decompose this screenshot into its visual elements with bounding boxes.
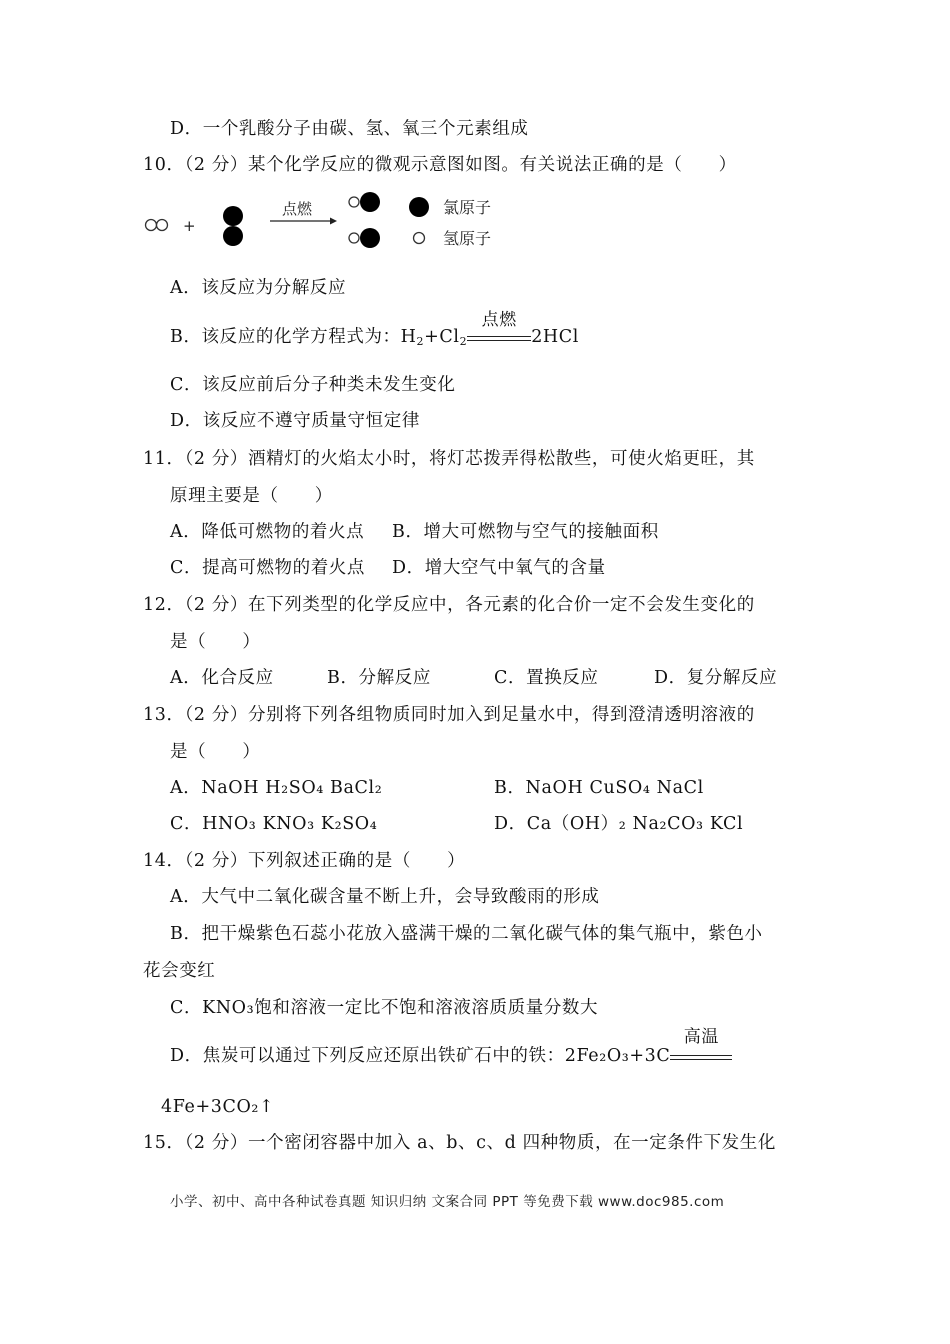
q11-option-d: D．增大空气中氧气的含量 xyxy=(392,558,606,578)
q10-option-a: A．该反应为分解反应 xyxy=(170,278,347,298)
q15-stem: 15．（2 分）一个密闭容器中加入 a、b、c、d 四种物质，在一定条件下发生化 xyxy=(143,1133,776,1153)
q14-option-c: C．KNO₃饱和溶液一定比不饱和溶液溶质质量分数大 xyxy=(170,998,599,1018)
reaction-diagram xyxy=(140,182,520,254)
hcl-molecule-icon xyxy=(349,192,380,212)
q11-option-b: B．增大可燃物与空气的接触面积 xyxy=(392,522,659,542)
equation-condition: 点燃 xyxy=(481,309,517,330)
q12-option-d: D．复分解反应 xyxy=(654,668,778,688)
q14-stem: 14．（2 分）下列叙述正确的是（ ） xyxy=(143,851,466,871)
q14-option-a: A．大气中二氧化碳含量不断上升，会导致酸雨的形成 xyxy=(170,887,600,907)
q10-option-b: B．该反应的化学方程式为：$H_2+Cl_2$ 点燃 2HCl xyxy=(170,309,579,348)
q13-option-d: D．Ca（OH）₂ Na₂CO₃ KCl xyxy=(494,814,744,834)
q10-option-d: D．该反应不遵守质量守恒定律 xyxy=(170,411,420,431)
reaction-condition-label: 点燃 xyxy=(282,200,313,218)
chlorine-atom-legend-icon xyxy=(409,197,429,217)
q13-option-b: B．NaOH CuSO₄ NaCl xyxy=(494,778,704,798)
q13-option-c: C．HNO₃ KNO₃ K₂SO₄ xyxy=(170,814,378,834)
q11-stem-line1: 11．（2 分）酒精灯的火焰太小时，将灯芯拨弄得松散些，可使火焰更旺，其 xyxy=(143,449,755,469)
plus-sign: + xyxy=(183,217,196,235)
q13-stem-line1: 13．（2 分）分别将下列各组物质同时加入到足量水中，得到澄清透明溶液的 xyxy=(143,705,755,725)
page-footer: 小学、初中、高中各种试卷真题 知识归纳 文案合同 PPT 等免费下载 www.doc985.com xyxy=(170,1194,725,1210)
q13-stem-line2: 是（ ） xyxy=(170,742,261,762)
q14-option-d: D．焦炭可以通过下列反应还原出铁矿石中的铁：2Fe₂O₃+3C 高温 xyxy=(170,1044,732,1068)
q14-option-b-line1: B．把干燥紫色石蕊小花放入盛满干燥的二氧化碳气体的集气瓶中，紫色小 xyxy=(170,924,763,944)
hcl-molecule-icon xyxy=(349,228,380,248)
hydrogen-atom-legend-icon xyxy=(414,233,425,244)
q12-option-b: B．分解反应 xyxy=(327,668,431,688)
q13-option-a: A．NaOH H₂SO₄ BaCl₂ xyxy=(170,778,383,798)
q12-stem-line1: 12．（2 分）在下列类型的化学反应中，各元素的化合价一定不会发生变化的 xyxy=(143,595,755,615)
h2-molecule-icon xyxy=(146,220,168,231)
q14-option-d-product: 4Fe+3CO₂↑ xyxy=(161,1097,275,1117)
q14-option-b-line2: 花会变红 xyxy=(143,961,216,981)
q11-option-a: A．降低可燃物的着火点 xyxy=(170,522,365,542)
q11-stem-line2: 原理主要是（ ） xyxy=(170,486,333,506)
equation-arrow xyxy=(467,309,531,348)
equation-condition: 高温 xyxy=(683,1026,719,1047)
q10-stem: 10．（2 分）某个化学反应的微观示意图如图。有关说法正确的是（ ） xyxy=(143,155,737,175)
q12-option-c: C．置换反应 xyxy=(494,668,599,688)
cl2-molecule-icon xyxy=(223,206,243,246)
q10-option-c: C．该反应前后分子种类未发生变化 xyxy=(170,375,456,395)
q11-option-c: C．提高可燃物的着火点 xyxy=(170,558,365,578)
legend-chlorine: 氯原子 xyxy=(443,198,492,217)
equation-arrow xyxy=(670,1026,732,1067)
legend-hydrogen: 氢原子 xyxy=(443,229,492,248)
q12-option-a: A．化合反应 xyxy=(170,668,274,688)
q9-option-d: D．一个乳酸分子由碳、氢、氧三个元素组成 xyxy=(170,119,529,139)
q12-stem-line2: 是（ ） xyxy=(170,632,261,652)
reaction-arrow-icon xyxy=(270,218,337,225)
